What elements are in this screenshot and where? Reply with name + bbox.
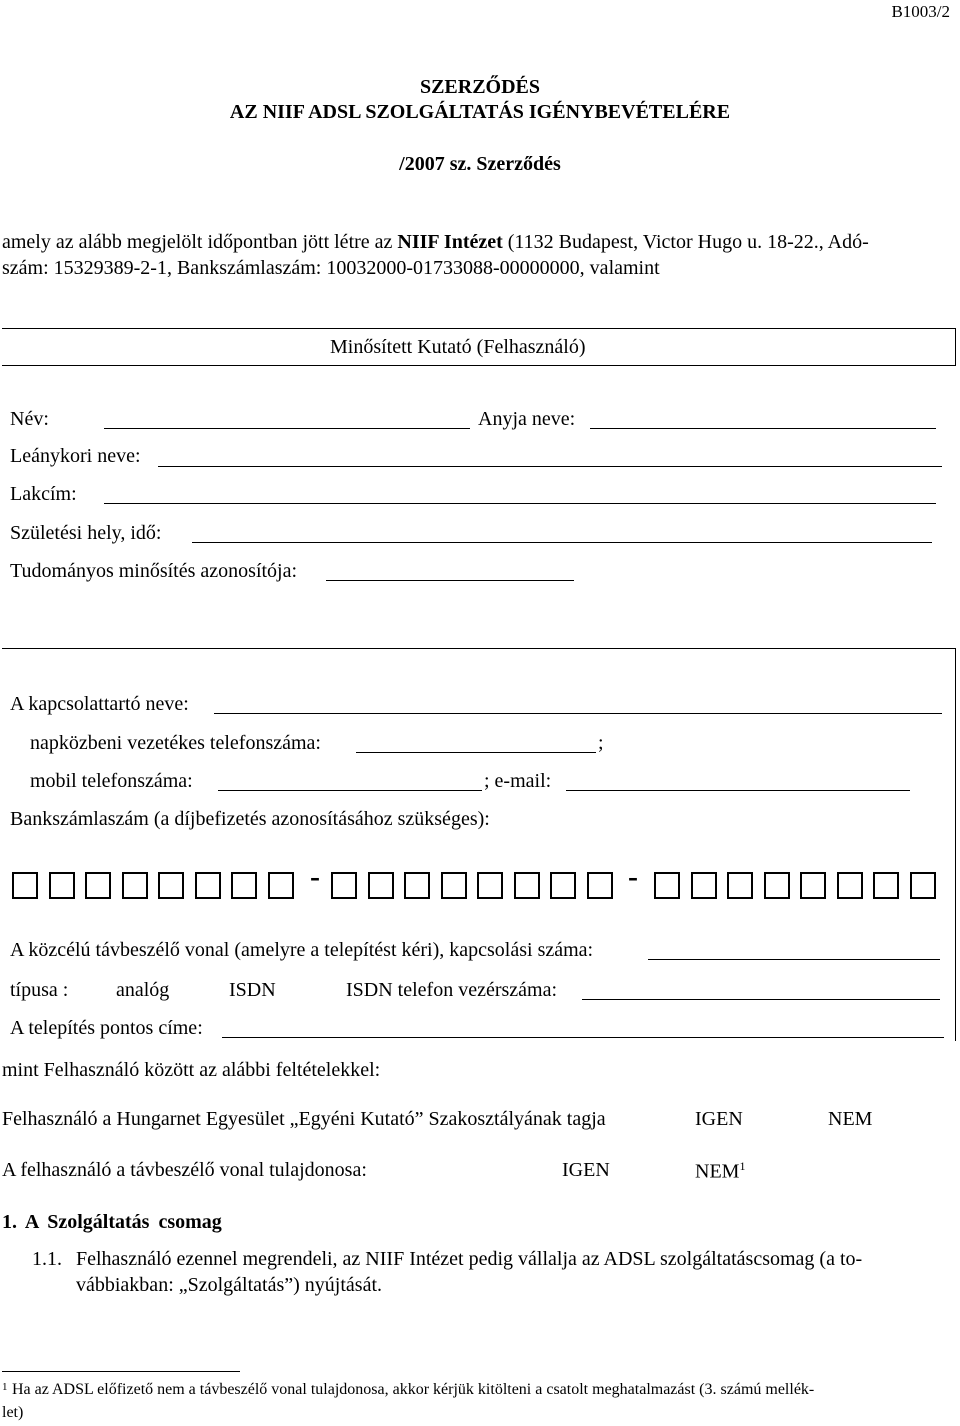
- name-field[interactable]: [104, 428, 470, 429]
- address-label: Lakcím:: [10, 483, 77, 505]
- landline-field[interactable]: [356, 752, 596, 753]
- mother-name-label: Anyja neve:: [478, 408, 576, 430]
- bank-account-digit-box[interactable]: [441, 872, 467, 899]
- contact-name-label: A kapcsolattartó neve:: [10, 693, 189, 715]
- intro-text-1a: amely az alább megjelölt időpontban jött létre az: [2, 231, 398, 253]
- footnote-line-1: Ha az ADSL előfizető nem a távbeszélő vonal tulajdonosa, akkor kérjük kitölteni a csatolt meghatalmazást (3. számú mellék-: [12, 1381, 815, 1398]
- bank-account-digit-box[interactable]: [514, 872, 540, 899]
- intro-text-1b: (1132 Budapest, Victor Hugo u. 18-22., Adó-: [502, 231, 869, 253]
- contract-number: /2007 sz. Szerződés: [399, 153, 561, 175]
- bank-account-digit-box[interactable]: [764, 872, 790, 899]
- qualification-field[interactable]: [326, 580, 574, 581]
- phone-line-label: A közcélú távbeszélő vonal (amelyre a telepítést kéri), kapcsolási száma:: [10, 939, 594, 961]
- bank-account-dash-2: -: [628, 860, 638, 893]
- email-label: ; e-mail:: [484, 770, 552, 792]
- footnote-separator: [2, 1371, 240, 1372]
- email-field[interactable]: [566, 790, 910, 791]
- install-address-label: A telepítés pontos címe:: [10, 1017, 203, 1039]
- bank-account-digit-box[interactable]: [195, 872, 221, 899]
- footnote-ref: 1: [739, 1159, 746, 1173]
- isdn-control-label: ISDN telefon vezérszáma:: [346, 979, 558, 1001]
- document-code: B1003/2: [891, 2, 950, 21]
- address-field[interactable]: [104, 503, 936, 504]
- bank-account-digit-box[interactable]: [800, 872, 826, 899]
- user-section-heading: Minősített Kutató (Felhasználó): [330, 336, 586, 358]
- title-line-2: AZ NIIF ADSL SZOLGÁLTATÁS IGÉNYBEVÉTELÉRE: [229, 101, 731, 123]
- phone-line-field[interactable]: [648, 959, 940, 960]
- line-type-analog[interactable]: analóg: [116, 979, 170, 1001]
- bank-account-digit-box[interactable]: [122, 872, 148, 899]
- section-1-heading: 1. A Szolgáltatás csomag: [2, 1211, 222, 1233]
- line-owner-question: A felhasználó a távbeszélő vonal tulajdonosa:: [2, 1159, 367, 1181]
- bank-account-digit-box[interactable]: [158, 872, 184, 899]
- mobile-field[interactable]: [218, 790, 482, 791]
- bank-account-digit-box[interactable]: [910, 872, 936, 899]
- qualification-label: Tudományos minősítés azonosítója:: [10, 560, 298, 582]
- title-line-1: SZERZŐDÉS: [419, 76, 541, 98]
- bank-account-digit-box[interactable]: [873, 872, 899, 899]
- bank-account-digit-box[interactable]: [331, 872, 357, 899]
- birth-label: Születési hely, idő:: [10, 522, 162, 544]
- membership-question: Felhasználó a Hungarnet Egyesület „Egyéni Kutató” Szakosztályának tagja: [2, 1108, 606, 1130]
- maiden-name-field[interactable]: [158, 466, 942, 467]
- bank-account-digit-box[interactable]: [727, 872, 753, 899]
- bank-account-digit-box[interactable]: [368, 872, 394, 899]
- section-1-1-line-1: Felhasználó ezennel megrendeli, az NIIF Intézet pedig vállalja az ADSL szolgáltatáscsomag (a to-: [76, 1248, 863, 1270]
- bank-account-digit-box[interactable]: [837, 872, 863, 899]
- line-owner-yes-option[interactable]: IGEN: [562, 1159, 610, 1181]
- bank-account-dash-1: -: [310, 860, 320, 893]
- membership-no-option[interactable]: NEM: [828, 1108, 873, 1130]
- conditions-intro: mint Felhasználó között az alábbi feltételekkel:: [2, 1059, 381, 1081]
- landline-label: napközbeni vezetékes telefonszáma:: [30, 732, 321, 754]
- bank-account-digit-box[interactable]: [477, 872, 503, 899]
- section-1-1-line-2: vábbiakban: „Szolgáltatás”) nyújtását.: [76, 1274, 383, 1296]
- footnote-number: 1: [2, 1381, 8, 1393]
- name-label: Név:: [10, 408, 49, 430]
- contact-name-field[interactable]: [214, 713, 942, 714]
- intro-org-name: NIIF Intézet: [397, 231, 503, 253]
- mother-name-field[interactable]: [590, 428, 936, 429]
- birth-field[interactable]: [192, 542, 932, 543]
- line-owner-no-option[interactable]: [695, 1159, 745, 1184]
- maiden-name-label: Leánykori neve:: [10, 445, 141, 467]
- bank-account-digit-box[interactable]: [85, 872, 111, 899]
- section-1-1-number: 1.1.: [32, 1248, 62, 1270]
- bank-account-digit-box[interactable]: [404, 872, 430, 899]
- line-owner-no-text: NEM: [695, 1160, 740, 1183]
- bank-account-digit-box[interactable]: [550, 872, 576, 899]
- intro-line-2: szám: 15329389-2-1, Bankszámlaszám: 10032000-01733088-00000000, valamint: [2, 257, 660, 279]
- isdn-control-field[interactable]: [582, 999, 940, 1000]
- install-address-field[interactable]: [222, 1037, 944, 1038]
- bank-account-digit-box[interactable]: [231, 872, 257, 899]
- bank-account-digit-box[interactable]: [587, 872, 613, 899]
- mobile-label: mobil telefonszáma:: [30, 770, 193, 792]
- landline-semicolon: ;: [598, 732, 604, 754]
- bank-account-digit-box[interactable]: [49, 872, 75, 899]
- line-type-label: típusa :: [10, 979, 69, 1001]
- bank-account-digit-box[interactable]: [654, 872, 680, 899]
- bank-account-digit-box[interactable]: [691, 872, 717, 899]
- membership-yes-option[interactable]: IGEN: [695, 1108, 743, 1130]
- bank-account-label: Bankszámlaszám (a díjbefizetés azonosításához szükséges):: [10, 808, 490, 830]
- intro-line-1: [2, 231, 869, 254]
- bank-account-digit-box[interactable]: [12, 872, 38, 899]
- line-type-isdn[interactable]: ISDN: [229, 979, 276, 1001]
- footnote-line-2: let): [2, 1404, 24, 1421]
- bank-account-digit-box[interactable]: [268, 872, 294, 899]
